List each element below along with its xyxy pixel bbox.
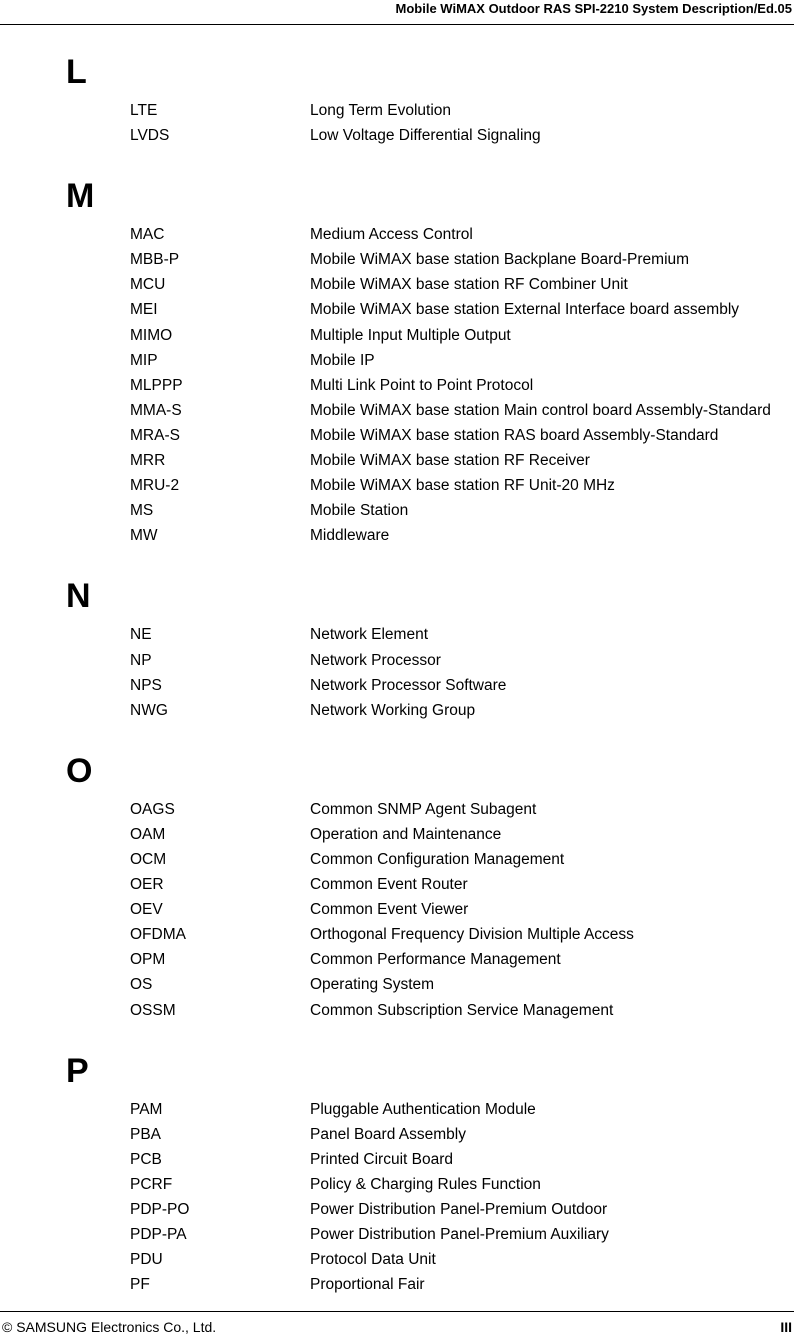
abbreviation: OSSM <box>130 1001 176 1019</box>
abbreviation: MLPPP <box>130 376 183 394</box>
abbreviation: MCU <box>130 276 166 294</box>
glossary-section-m <box>0 176 794 548</box>
abbreviation: OPM <box>130 951 166 969</box>
glossary-entry <box>0 498 794 523</box>
definition: Mobile IP <box>310 351 375 369</box>
glossary-entry <box>0 847 794 872</box>
definition: Orthogonal Frequency Division Multiple Access <box>310 926 634 944</box>
glossary-entry <box>0 247 794 272</box>
abbreviation: OCM <box>130 850 167 868</box>
definition: Operating System <box>310 976 435 994</box>
abbreviation: PF <box>130 1276 150 1294</box>
glossary-entry <box>0 1122 794 1147</box>
abbreviation: NP <box>130 651 152 669</box>
abbreviation: MEI <box>130 301 158 319</box>
glossary-entry <box>0 423 794 448</box>
abbreviation: MS <box>130 502 154 520</box>
definition: Mobile WiMAX base station RF Combiner Unit <box>310 276 628 294</box>
glossary-entry <box>0 1247 794 1272</box>
section-letter: L <box>66 53 87 91</box>
glossary-entry <box>0 473 794 498</box>
glossary-list <box>0 222 794 548</box>
definition: Network Processor Software <box>310 676 507 694</box>
glossary-entry <box>0 1172 794 1197</box>
glossary-list <box>0 98 794 148</box>
abbreviation: PDP-PA <box>130 1226 187 1244</box>
abbreviation: PCRF <box>130 1175 173 1193</box>
definition: Mobile WiMAX base station Backplane Board-Premium <box>310 251 690 269</box>
abbreviation: LTE <box>130 102 158 119</box>
definition: Network Element <box>310 626 429 644</box>
abbreviation: MIMO <box>130 326 173 344</box>
glossary-entry <box>0 297 794 322</box>
glossary <box>0 52 794 1325</box>
glossary-entry <box>0 123 794 148</box>
abbreviation: OAM <box>130 825 166 843</box>
definition: Common SNMP Agent Subagent <box>310 800 537 818</box>
glossary-entry <box>0 622 794 647</box>
definition: Mobile WiMAX base station RF Receiver <box>310 452 590 470</box>
glossary-section-l <box>0 52 794 148</box>
glossary-entry <box>0 872 794 897</box>
glossary-section-o <box>0 751 794 1023</box>
copyright-text: © SAMSUNG Electronics Co., Ltd. <box>2 1319 217 1335</box>
glossary-entry <box>0 922 794 947</box>
glossary-entry <box>0 523 794 548</box>
glossary-entry <box>0 648 794 673</box>
definition: Common Configuration Management <box>310 850 565 868</box>
abbreviation: MAC <box>130 226 165 244</box>
definition: Power Distribution Panel-Premium Outdoor <box>310 1201 608 1218</box>
glossary-entry <box>0 1272 794 1297</box>
definition: Mobile WiMAX base station RAS board Assembly-Standard <box>310 426 719 444</box>
page-header <box>0 0 794 25</box>
definition: Mobile Station <box>310 502 409 520</box>
section-letter: N <box>66 577 91 616</box>
glossary-entry <box>0 673 794 698</box>
section-letter: M <box>66 177 95 216</box>
glossary-entry <box>0 373 794 398</box>
definition: Panel Board Assembly <box>310 1125 466 1143</box>
glossary-entry <box>0 897 794 922</box>
glossary-section-p <box>0 1051 794 1298</box>
abbreviation: PDP-PO <box>130 1201 190 1218</box>
abbreviation: MBB-P <box>130 251 180 269</box>
abbreviation: OEV <box>130 901 163 919</box>
abbreviation: MIP <box>130 351 158 369</box>
definition: Power Distribution Panel-Premium Auxiliary <box>310 1226 609 1244</box>
abbreviation: NWG <box>130 701 168 719</box>
abbreviation: NPS <box>130 676 162 694</box>
glossary-list <box>0 622 794 722</box>
definition: Printed Circuit Board <box>310 1150 454 1168</box>
glossary-entry <box>0 272 794 297</box>
definition: Protocol Data Unit <box>310 1251 436 1269</box>
glossary-entry <box>0 998 794 1023</box>
glossary-entry <box>0 222 794 247</box>
definition: Mobile WiMAX base station External Interface board assembly <box>310 301 740 319</box>
definition: Medium Access Control <box>310 226 473 244</box>
glossary-entry <box>0 1097 794 1122</box>
definition: Multiple Input Multiple Output <box>310 326 511 344</box>
glossary-entry <box>0 1197 794 1222</box>
abbreviation: OS <box>130 976 153 994</box>
definition: Policy & Charging Rules Function <box>310 1175 541 1193</box>
glossary-entry <box>0 972 794 997</box>
document-title: Mobile WiMAX Outdoor RAS SPI-2210 System Description/Ed.05 <box>395 1 792 16</box>
abbreviation: OAGS <box>130 800 175 818</box>
definition: Network Processor <box>310 651 441 669</box>
abbreviation: PBA <box>130 1125 162 1143</box>
abbreviation: MRA-S <box>130 426 180 444</box>
glossary-entry <box>0 947 794 972</box>
glossary-entry <box>0 797 794 822</box>
definition: Mobile WiMAX base station Main control board Assembly-Standard <box>310 401 771 419</box>
glossary-entry <box>0 698 794 723</box>
abbreviation: PCB <box>130 1150 162 1168</box>
abbreviation: LVDS <box>130 127 170 145</box>
definition: Long Term Evolution <box>310 102 452 119</box>
definition: Network Working Group <box>310 701 476 719</box>
abbreviation: PAM <box>130 1100 163 1118</box>
definition: Common Event Viewer <box>310 901 469 919</box>
abbreviation: PDU <box>130 1251 163 1269</box>
glossary-entry <box>0 822 794 847</box>
page-footer <box>0 1311 794 1337</box>
abbreviation: NE <box>130 626 152 644</box>
definition: Mobile WiMAX base station RF Unit-20 MHz <box>310 477 615 495</box>
abbreviation: MMA-S <box>130 401 182 419</box>
abbreviation: MW <box>130 527 158 545</box>
definition: Common Performance Management <box>310 951 561 969</box>
glossary-entry <box>0 398 794 423</box>
section-letter: O <box>66 751 93 790</box>
abbreviation: OER <box>130 876 164 894</box>
glossary-list <box>0 797 794 1023</box>
glossary-list <box>0 1097 794 1298</box>
glossary-entry <box>0 348 794 373</box>
definition: Common Subscription Service Management <box>310 1001 614 1019</box>
definition: Middleware <box>310 527 390 545</box>
definition: Operation and Maintenance <box>310 825 502 843</box>
definition: Pluggable Authentication Module <box>310 1100 536 1118</box>
definition: Proportional Fair <box>310 1276 425 1294</box>
glossary-entry <box>0 448 794 473</box>
section-letter: P <box>66 1051 89 1090</box>
abbreviation: MRR <box>130 452 166 470</box>
definition: Common Event Router <box>310 876 468 894</box>
definition: Low Voltage Differential Signaling <box>310 127 541 145</box>
glossary-section-n <box>0 576 794 722</box>
page-number: III <box>780 1319 792 1335</box>
glossary-entry <box>0 98 794 123</box>
abbreviation: OFDMA <box>130 926 186 944</box>
glossary-entry <box>0 1222 794 1247</box>
glossary-entry <box>0 1147 794 1172</box>
definition: Multi Link Point to Point Protocol <box>310 376 534 394</box>
glossary-entry <box>0 323 794 348</box>
abbreviation: MRU-2 <box>130 477 180 495</box>
